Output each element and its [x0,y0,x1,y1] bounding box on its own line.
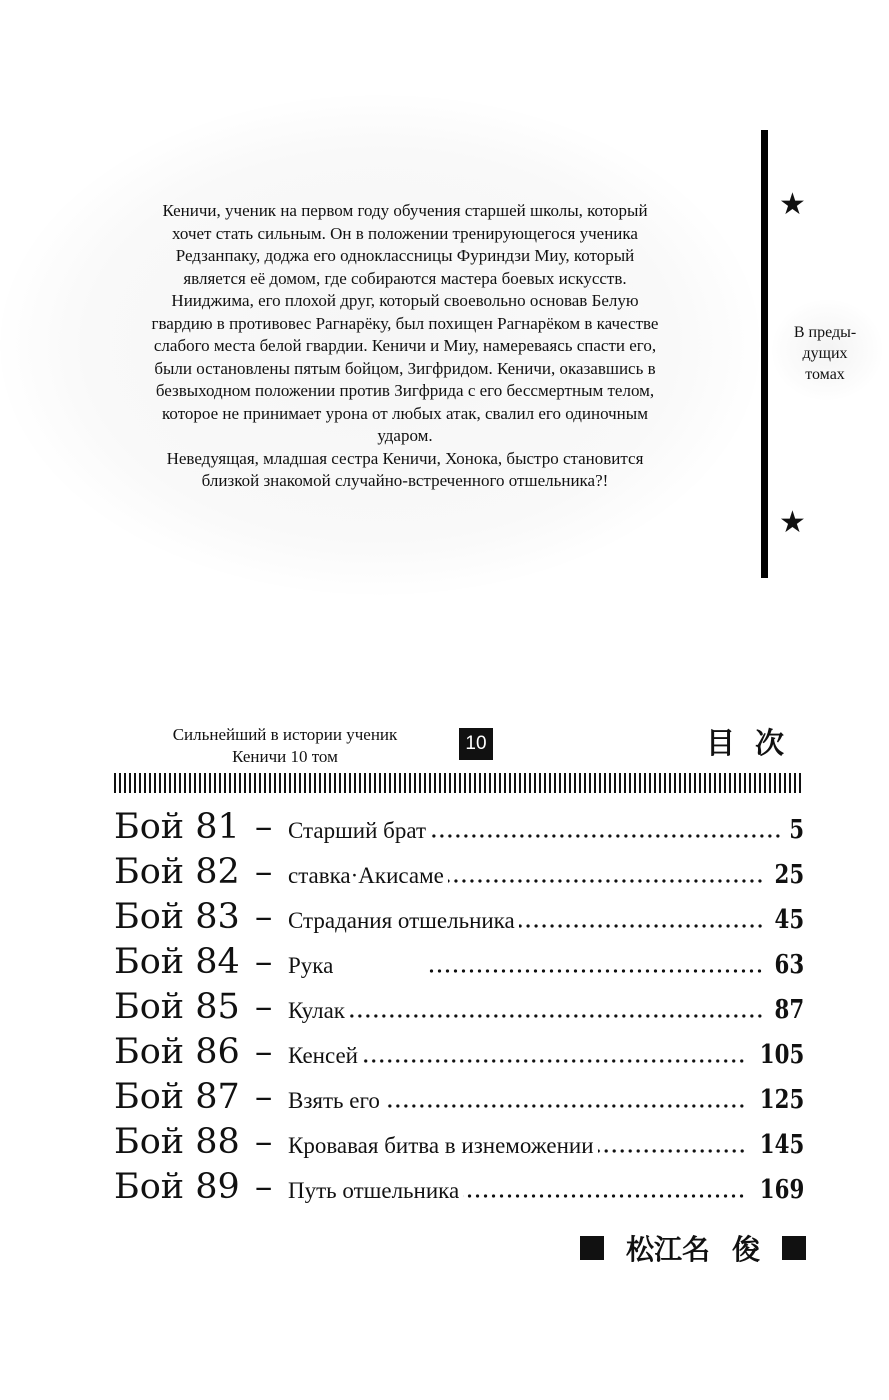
page-number: 145 [759,1130,804,1160]
fight-number: Бой 88 – [114,1122,273,1162]
author-given-name: 俊 [731,1233,760,1266]
toc-entry[interactable] [114,802,804,847]
toc-entry[interactable] [114,1162,804,1207]
leader-dots [448,879,764,883]
summary-line: близкой знакомой случайно-встреченного отшельника?! [201,471,609,490]
sidebar-vertical-rule [761,130,768,578]
toc-entry[interactable] [114,1027,804,1072]
summary-line: Нииджима, его плохой друг, который своевольно основав Белую [171,291,639,310]
leader-dots [349,1014,764,1018]
chapter-title: Путь отшельника [288,1178,460,1203]
leader-dots [362,1059,746,1063]
chapter-title: Страдания отшельника [288,908,515,933]
volume-badge: 10 [459,728,493,760]
label-line: В преды- [793,324,857,341]
summary-line: Неведуящая, младшая сестра Кеничи, Хонока, быстро становится [166,448,644,468]
fight-number: Бой 82 – [114,852,273,892]
hatched-divider [114,773,804,793]
star-icon: ★ [779,505,806,540]
label-line: томах [805,366,845,383]
label-line: дущих [802,345,848,362]
fight-number: Бой 86 – [114,1032,273,1072]
page-number: 45 [774,905,804,935]
leader-dots [428,969,763,973]
toc-entry[interactable] [114,937,804,982]
chapter-title: Рука [288,953,334,978]
leader-dots [384,1104,746,1108]
page-number: 63 [774,950,804,980]
chapter-title: Старший брат [288,818,427,843]
fight-number: Бой 89 – [114,1167,273,1207]
toc-heading: 目次 [706,726,805,760]
chapter-title: ставка·Акисаме [288,863,444,888]
summary-line: были остановлены пятым бойцом, Зигфридом. Кеничи, оказавшись в [154,358,656,378]
summary-line: Редзанпаку, доджа его одноклассницы Фуриндзи Миу, который [175,246,635,265]
page-number: 87 [774,995,804,1025]
leader-dots [598,1149,746,1153]
leader-dots [463,1194,746,1198]
page-number: 25 [774,860,804,890]
summary-line: безвыходном положении против Зигфрида с его бессмертным телом, [155,381,655,400]
fight-number: Бой 83 – [114,897,273,937]
previous-volumes-summary [40,200,770,493]
star-icon: ★ [779,187,806,222]
page-number: 169 [759,1175,804,1205]
toc-entry[interactable] [114,1117,804,1162]
summary-line: которое не принимает урона от любых атак, свалил его одиночным [162,403,648,423]
previous-volumes-label [770,322,880,385]
chapter-title: Кровавая битва в изнеможении [288,1133,594,1158]
black-square-icon [580,1236,604,1260]
page-number: 5 [789,815,804,845]
series-title-line: Сильнейший в истории ученик [172,725,398,744]
toc-entry[interactable] [114,1072,804,1117]
chapter-title: Кулак [288,998,345,1023]
black-square-icon [782,1236,806,1260]
page-number: 105 [759,1040,804,1070]
fight-number: Бой 85 – [114,987,273,1027]
toc-entry[interactable] [114,982,804,1027]
author-credit [580,1228,806,1268]
author-surname: 松江名 [625,1233,710,1266]
summary-line: является её домом, где собираются мастера боевых искусств. [183,268,627,288]
summary-line: ударом. [377,426,433,445]
summary-line: хочет стать сильным. Он в положении тренирующегося ученика [172,223,638,243]
summary-line: слабого места белой гвардии. Кеничи и Миу, намереваясь спасти его, [153,336,657,355]
fight-number: Бой 87 – [114,1077,273,1117]
summary-line: гвардию в противовес Рагнарёку, был похищен Рагнарёком в качестве [151,313,659,333]
toc-entry[interactable] [114,847,804,892]
series-title [120,724,450,768]
leader-dots [519,924,764,928]
chapter-title: Взять его [288,1088,380,1113]
chapter-title: Кенсей [288,1043,358,1068]
fight-number: Бой 81 – [114,807,273,847]
fight-number: Бой 84 – [114,942,273,982]
toc-entry[interactable] [114,892,804,937]
summary-line: Кеничи, ученик на первом году обучения старшей школы, который [162,201,648,220]
series-title-line: Кеничи 10 том [232,747,338,766]
page-number: 125 [759,1085,804,1115]
leader-dots [430,834,782,838]
